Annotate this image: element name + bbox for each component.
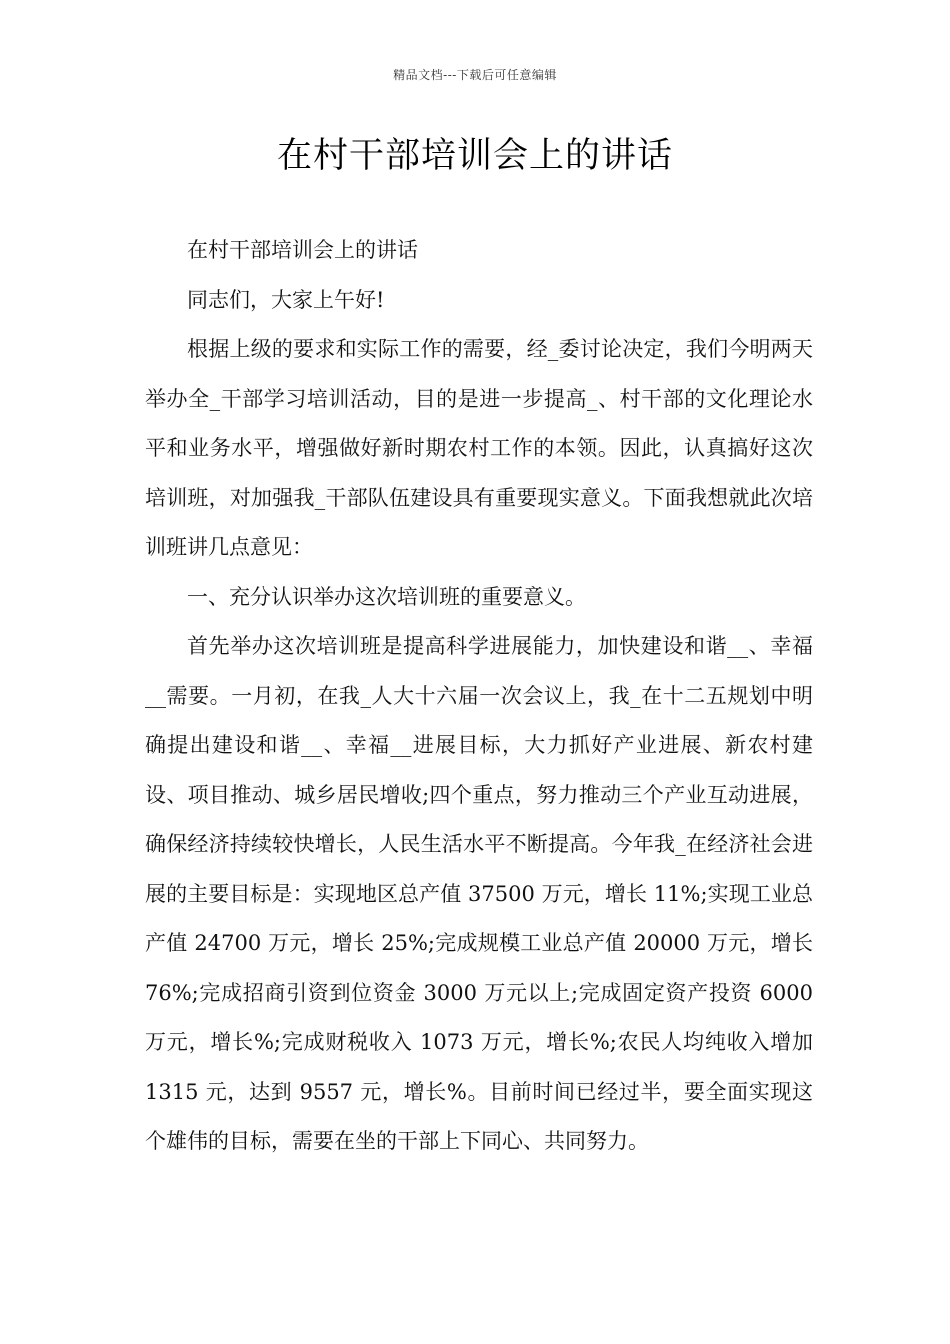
header-note: 精品文档---下载后可任意编辑 bbox=[393, 68, 557, 82]
document-body bbox=[145, 226, 813, 1167]
document-title: 在村干部培训会上的讲话 bbox=[276, 136, 673, 176]
body-paragraph-intro: 根据上级的要求和实际工作的需要，经_委讨论决定，我们今明两天举办全_干部学习培训活动，目的是进一步提高_、村干部的文化理论水平和业务水平，增强做好新时期农村工作的本领。因此，认真搞好这次培训班，对加强我_干部队伍建设具有重要现实意义。下面我想就此次培训班讲几点意见： bbox=[145, 337, 813, 559]
body-paragraph-greeting: 同志们，大家上午好! bbox=[187, 287, 385, 312]
body-paragraph-subtitle: 在村干部培训会上的讲话 bbox=[187, 238, 418, 262]
body-paragraph-section-heading: 一、充分认识举办这次培训班的重要意义。 bbox=[187, 584, 586, 609]
body-paragraph-goals: 首先举办这次培训班是提高科学进展能力，加快建设和谐__、幸福__需要。一月初，在我_人大十六届一次会议上，我_在十二五规划中明确提出建设和谐__、幸福__进展目标，大力抓好产业进展、新农村建设、项目推动、城乡居民增收;四个重点，努力推动三个产业互动进展，确保经济持续较快增长，人民生活水平不断提高。今年我_在经济社会进展的主要目标是：实现地区总产值 37500 万元，增长 11%;实现工业总产值 24700 万元，增长 25%;完成规模工业总产值 20000 万元，增长 76%;完成招商引资到位资金 3000 万元以上;完成固定资产投资 6000 万元，增长%;完成财税收入 1073 万元，增长%;农民人均纯收入增加 1315 元，达到 9557 元，增长%。目前时间已经过半，要全面实现这个雄伟的目标，需要在坐的干部上下同心、共同努力。 bbox=[145, 634, 813, 1153]
